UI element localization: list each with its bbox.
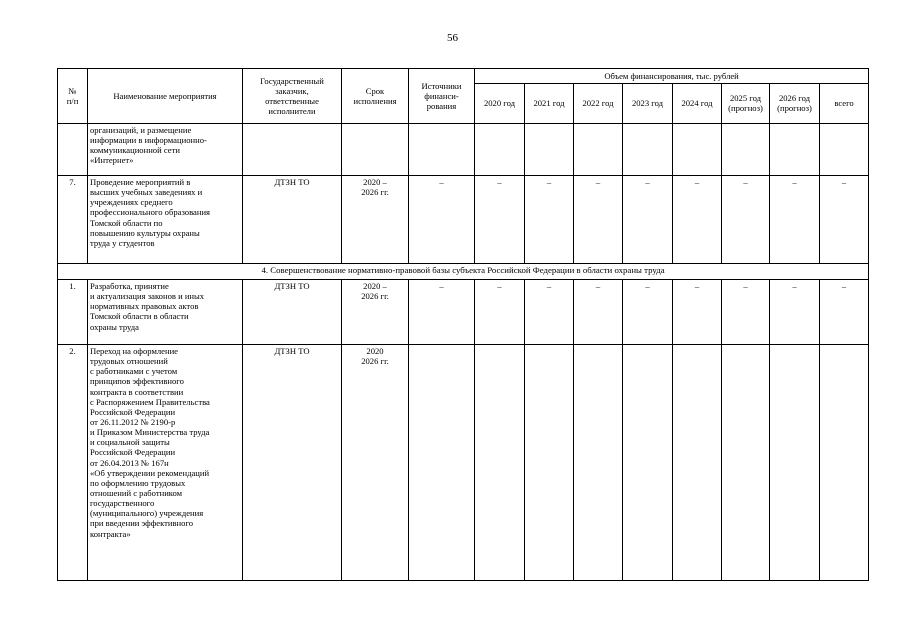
row-term bbox=[342, 124, 409, 176]
row-name: Переход на оформление трудовых отношений с работниками с учетом принципов эффективного контракта в соответствии с Распоряжением Правительства Российской Федерации от 26.11.2012 № 2190-р и Приказом Министерства труда и социальной защиты Российской Федерации от 26.04.2013 № 167н «Об утверждении рекомендаций по оформлению трудовых отношений с работником государственного (муниципального) учреждения при введении эффективного контракта» bbox=[88, 345, 243, 581]
row-value bbox=[722, 345, 770, 581]
row-value: – bbox=[409, 280, 475, 345]
row-value: – bbox=[820, 176, 869, 264]
table-row bbox=[58, 280, 869, 345]
row-value: – bbox=[673, 176, 722, 264]
row-value bbox=[623, 124, 673, 176]
row-value bbox=[525, 345, 574, 581]
row-value bbox=[820, 124, 869, 176]
header-financing: Объем финансирования, тыс. рублей bbox=[475, 69, 869, 84]
header-year: 2023 год bbox=[623, 84, 673, 124]
row-name: Проведение мероприятий в высших учебных заведениях и учреждениях среднего профессионального образования Томской области по повышению культуры охраны труда у студентов bbox=[88, 176, 243, 264]
row-customer: ДТЗН ТО bbox=[243, 176, 342, 264]
row-value bbox=[722, 124, 770, 176]
row-value bbox=[673, 124, 722, 176]
table-row bbox=[58, 176, 869, 264]
section-title: 4. Совершенствование нормативно-правовой базы субъекта Российской Федерации в области охраны труда bbox=[58, 264, 869, 280]
page-number: 56 bbox=[447, 32, 458, 44]
row-num: 2. bbox=[58, 345, 88, 581]
header-year: 2024 год bbox=[673, 84, 722, 124]
header-source: Источники финанси- рования bbox=[409, 69, 475, 124]
row-value: – bbox=[623, 176, 673, 264]
row-value: – bbox=[409, 176, 475, 264]
row-num bbox=[58, 124, 88, 176]
header-year: 2025 год (прогноз) bbox=[722, 84, 770, 124]
row-name: организаций, и размещение информации в информационно- коммуникационной сети «Интернет» bbox=[88, 124, 243, 176]
row-value bbox=[574, 124, 623, 176]
header-total: всего bbox=[820, 84, 869, 124]
table-row bbox=[58, 124, 869, 176]
row-value bbox=[770, 124, 820, 176]
row-value: – bbox=[820, 280, 869, 345]
header-term: Срок исполнения bbox=[342, 69, 409, 124]
financing-plan-table bbox=[57, 68, 869, 581]
section-row bbox=[58, 264, 869, 280]
header-year: 2026 год (прогноз) bbox=[770, 84, 820, 124]
row-value: – bbox=[475, 280, 525, 345]
row-value bbox=[673, 345, 722, 581]
row-customer: ДТЗН ТО bbox=[243, 280, 342, 345]
row-value bbox=[770, 345, 820, 581]
row-customer: ДТЗН ТО bbox=[243, 345, 342, 581]
header-year: 2022 год bbox=[574, 84, 623, 124]
row-customer bbox=[243, 124, 342, 176]
row-term: 2020 – 2026 гг. bbox=[342, 280, 409, 345]
row-value bbox=[409, 345, 475, 581]
header-customer: Государственный заказчик, ответственные исполнители bbox=[243, 69, 342, 124]
row-value: – bbox=[722, 280, 770, 345]
header-year: 2021 год bbox=[525, 84, 574, 124]
header-year: 2020 год bbox=[475, 84, 525, 124]
row-num: 1. bbox=[58, 280, 88, 345]
header-name: Наименование мероприятия bbox=[88, 69, 243, 124]
row-value: – bbox=[525, 280, 574, 345]
row-value: – bbox=[574, 280, 623, 345]
row-value bbox=[820, 345, 869, 581]
row-value: – bbox=[673, 280, 722, 345]
row-value: – bbox=[475, 176, 525, 264]
row-value bbox=[409, 124, 475, 176]
row-value: – bbox=[574, 176, 623, 264]
row-value: – bbox=[525, 176, 574, 264]
row-value bbox=[574, 345, 623, 581]
row-value: – bbox=[722, 176, 770, 264]
row-value bbox=[475, 345, 525, 581]
row-value: – bbox=[623, 280, 673, 345]
row-value bbox=[525, 124, 574, 176]
table-row bbox=[58, 345, 869, 581]
row-value bbox=[475, 124, 525, 176]
row-value: – bbox=[770, 280, 820, 345]
row-num: 7. bbox=[58, 176, 88, 264]
row-term: 2020 2026 гг. bbox=[342, 345, 409, 581]
row-value bbox=[623, 345, 673, 581]
header-num: № п/п bbox=[58, 69, 88, 124]
row-value: – bbox=[770, 176, 820, 264]
row-term: 2020 – 2026 гг. bbox=[342, 176, 409, 264]
row-name: Разработка, принятие и актуализация законов и иных нормативных правовых актов Томской области в области охраны труда bbox=[88, 280, 243, 345]
